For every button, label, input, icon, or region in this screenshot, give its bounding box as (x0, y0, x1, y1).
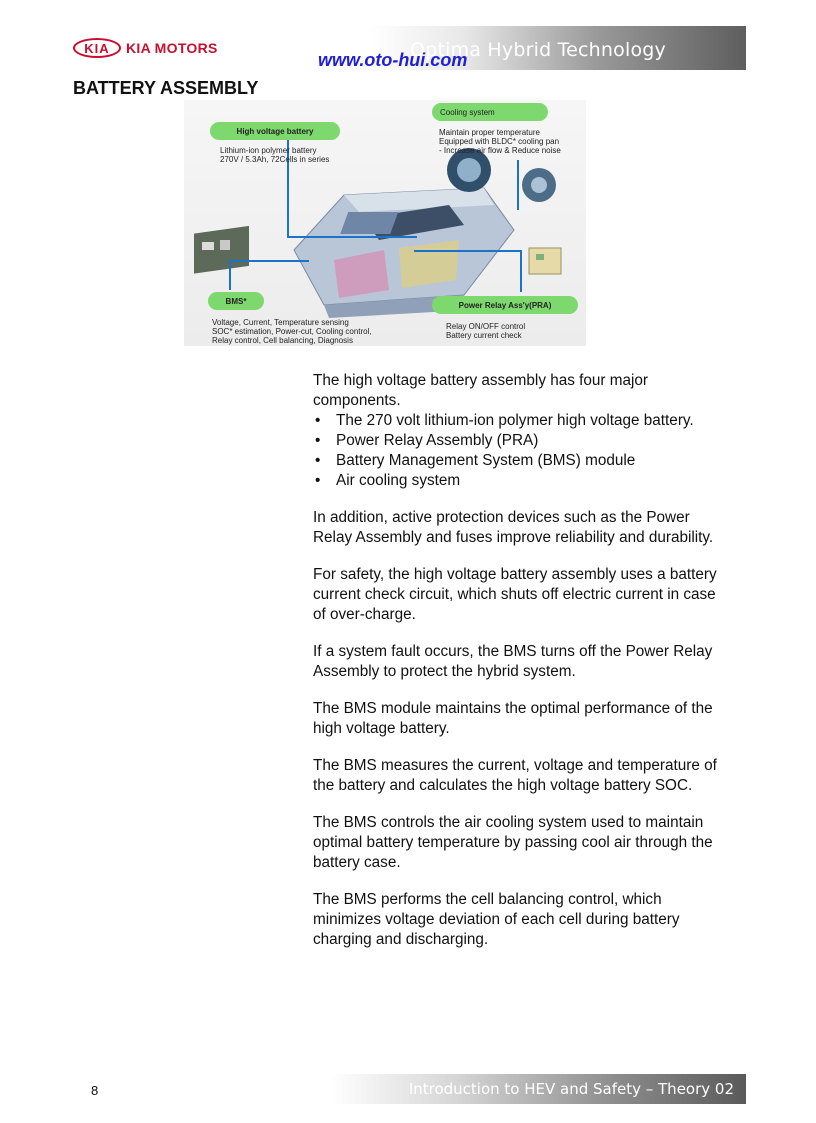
label-bms: BMS* (208, 292, 264, 310)
wire-pra-h (414, 250, 522, 252)
paragraph-protection: In addition, active protection devices such as the Power Relay Assembly and fuses improve reliability and durability. (313, 509, 714, 546)
body-text (313, 371, 723, 950)
page-number: 8 (91, 1083, 99, 1098)
label-pra: Power Relay Ass'y(PRA) (432, 296, 578, 314)
text-high-voltage-battery: Lithium-ion polymer battery 270V / 5.3Ah, 72Cells in series (220, 146, 330, 164)
section-title: BATTERY ASSEMBLY (73, 78, 259, 98)
wire-pra-v (520, 250, 522, 292)
paragraph-fault: If a system fault occurs, the BMS turns off the Power Relay Assembly to protect the hybrid system. (313, 643, 713, 680)
kia-logo-mark: KIA (73, 38, 121, 58)
label-cooling-system: Cooling system (432, 103, 548, 121)
wire-battery-h (287, 236, 417, 238)
intro-paragraph: The high voltage battery assembly has four major components. (313, 372, 649, 409)
paragraph-safety: For safety, the high voltage battery assembly uses a battery current check circuit, which shuts off electric current in case of over-charge. (313, 566, 717, 623)
footer-band (330, 1074, 746, 1104)
list-item: • Air cooling system (313, 471, 723, 491)
header-title: Optima Hybrid Technology (410, 39, 666, 61)
list-item: • The 270 volt lithium-ion polymer high voltage battery. (313, 411, 723, 431)
text-bms: Voltage, Current, Temperature sensing SOC* estimation, Power-cut, Cooling control, Relay control, Cell balancing, Diagnosis (212, 318, 372, 345)
label-high-voltage-battery: High voltage battery (210, 122, 340, 140)
paragraph-bms-cooling: The BMS controls the air cooling system used to maintain optimal battery temperature by passing cool air through the battery case. (313, 814, 713, 871)
paragraph-bms-performance: The BMS module maintains the optimal performance of the high voltage battery. (313, 700, 713, 737)
text-pra: Relay ON/OFF control Battery current check (446, 322, 526, 340)
paragraph-bms-balancing: The BMS performs the cell balancing control, which minimizes voltage deviation of each cell during battery charging and discharging. (313, 891, 680, 948)
kia-logo (73, 38, 233, 60)
wire-bms-h (229, 260, 309, 262)
list-item: • Power Relay Assembly (PRA) (313, 431, 723, 451)
components-list (313, 411, 723, 491)
list-item: • Battery Management System (BMS) module (313, 451, 723, 471)
footer-title: Introduction to HEV and Safety – Theory 02 (408, 1080, 734, 1098)
kia-logo-text: KIA MOTORS (126, 40, 218, 56)
wire-bms-v (229, 260, 231, 290)
paragraph-bms-measure: The BMS measures the current, voltage and temperature of the battery and calculates the high voltage battery SOC. (313, 757, 717, 794)
wire-cooling-v (517, 160, 519, 210)
text-cooling-system: Maintain proper temperature Equipped with BLDC* cooling pan - Increase air flow & Reduce noise (439, 128, 561, 155)
website-link[interactable]: www.oto-hui.com (318, 50, 468, 70)
battery-assembly-figure (184, 100, 586, 346)
